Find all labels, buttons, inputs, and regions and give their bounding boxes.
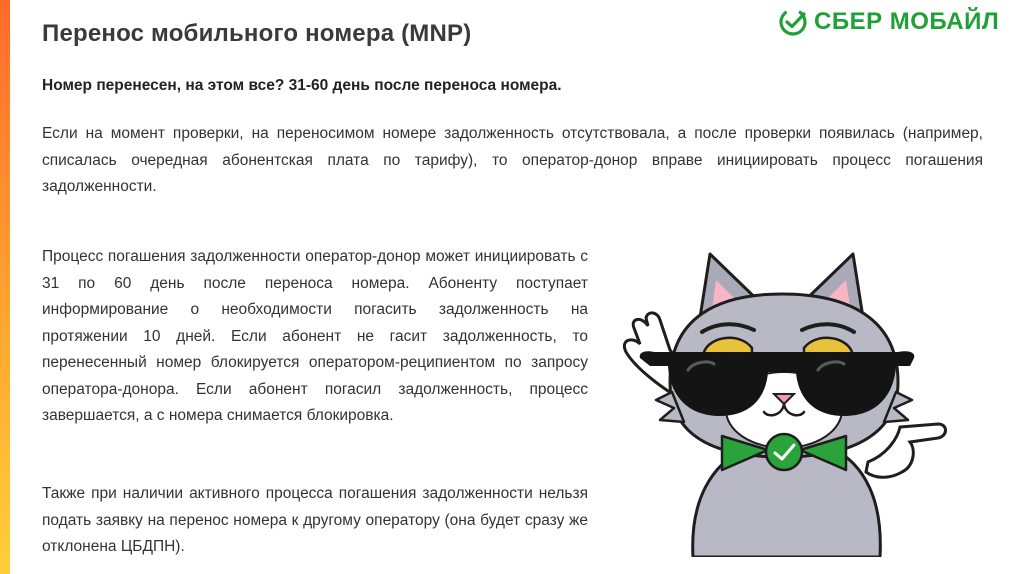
accent-bar (0, 0, 10, 574)
section-subtitle: Номер перенесен, на этом все? 31-60 день после переноса номера. (42, 77, 562, 94)
paragraph-transfer-restriction: Также при наличии активного процесса погашения задолженности нельзя подать заявку на перенос номера к другому оператору (она будет сразу же отклонена ЦБДПН). (42, 485, 588, 555)
logo-text: СБЕР МОБАЙЛ (814, 8, 1000, 35)
brand-logo (778, 4, 999, 40)
cat-in-sunglasses-icon (598, 232, 958, 557)
paragraph-debt-process: Процесс погашения задолженности оператор-донор может инициировать с 31 по 60 день после переноса номера. Абоненту поступает информирование о необходимости погасить задолженность на протяжении 10 дней. Если абонент не гасит задолженность, то перенесенный номер блокируется оператором-реципиентом по запросу оператора-донора. Если абонент погасил задолженность, процесс завершается, а с номера снимается блокировка. (42, 248, 588, 424)
paragraph-debt-check: Если на момент проверки, на переносимом номере задолженность отсутствовала, а после проверки появилась (например, списалась очередная абонентская плата по тарифу), то оператор-донор вправе инициировать процесс погашения задолженности. (42, 125, 983, 195)
page-title: Перенос мобильного номера (MNP) (42, 20, 472, 47)
sber-check-icon (778, 7, 808, 37)
